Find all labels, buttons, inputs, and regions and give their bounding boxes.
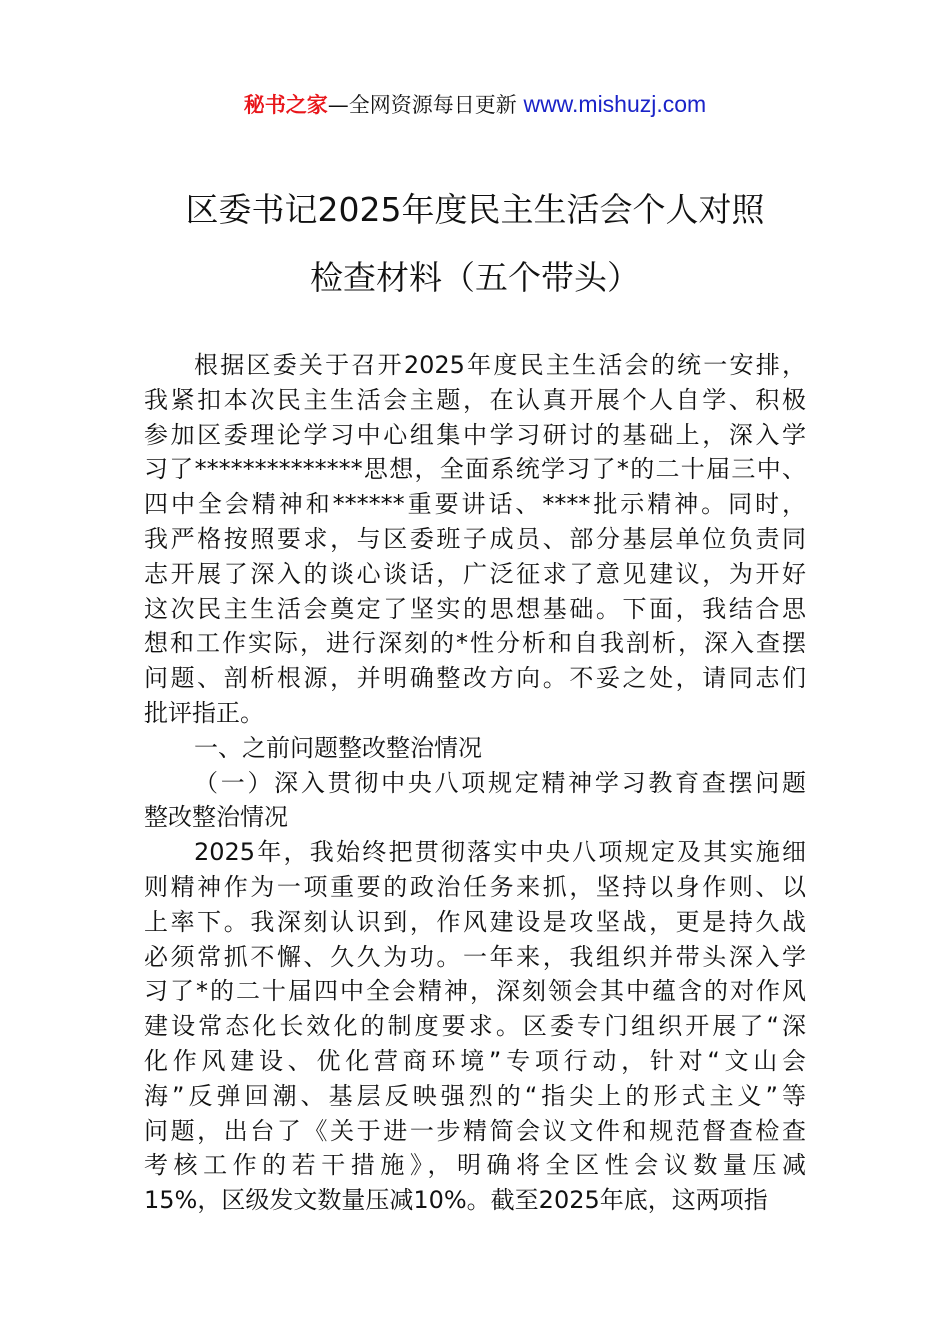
- text-line: 参加区委理论学习中心组集中学习研讨的基础上，深入学: [144, 420, 806, 449]
- text-line: 建设常态化长效化的制度要求。区委专门组织开展了“深: [144, 1012, 806, 1041]
- text-line: 我严格按照要求，与区委班子成员、部分基层单位负责同: [144, 524, 806, 553]
- text-line: 一、之前问题整改整治情况: [194, 733, 482, 762]
- text-line: 2025年，我始终把贯彻落实中央八项规定及其实施细: [194, 838, 806, 867]
- text-line: 整改整治情况: [144, 803, 288, 832]
- text-line: 15%，区级发文数量压减10%。截至2025年底，这两项指: [144, 1186, 768, 1215]
- text-line: 四中全会精神和******重要讲话、****批示精神。同时，: [144, 490, 806, 519]
- text-line: 考核工作的若干措施》，明确将全区性会议数量压减: [144, 1151, 806, 1180]
- paragraph: [144, 348, 806, 731]
- text-line: 我紧扣本次民主生活会主题，在认真开展个人自学、积极: [144, 385, 806, 414]
- paragraph: [144, 731, 806, 766]
- text-line: 问题、剖析根源，并明确整改方向。不妥之处，请同志们: [144, 664, 806, 693]
- paragraph: [144, 835, 806, 1218]
- site-url-link[interactable]: www.mishuzj.com: [523, 91, 707, 117]
- text-line: 化作风建设、优化营商环境”专项行动，针对“文山会: [144, 1046, 806, 1075]
- brand-logo-text: 秘书之家: [243, 93, 328, 117]
- site-header: [0, 88, 950, 121]
- text-line: 这次民主生活会奠定了坚实的思想基础。下面，我结合思: [144, 594, 806, 623]
- document-title-line-1: 区委书记2025年度民主生活会个人对照: [185, 190, 765, 229]
- text-line: 根据区委关于召开2025年度民主生活会的统一安排，: [194, 351, 806, 379]
- text-line: 习了*的二十届四中全会精神，深刻领会其中蕴含的对作风: [144, 977, 806, 1006]
- text-line: 问题，出台了《关于进一步精简会议文件和规范督查检查: [144, 1116, 806, 1145]
- document-title-line-2: 检查材料（五个带头）: [310, 258, 640, 297]
- text-line: 志开展了深入的谈心谈话，广泛征求了意见建议，为开好: [144, 559, 806, 588]
- text-line: 上率下。我深刻认识到，作风建设是攻坚战，更是持久战: [144, 907, 806, 936]
- text-line: （一）深入贯彻中央八项规定精神学习教育查摆问题: [194, 768, 806, 797]
- text-line: 想和工作实际，进行深刻的*性分析和自我剖析，深入查摆: [144, 629, 806, 658]
- document-body: [144, 348, 806, 1218]
- text-line: 海”反弹回潮、基层反映强烈的“指尖上的形式主义”等: [144, 1081, 806, 1110]
- text-line: 批评指正。: [144, 698, 264, 727]
- paragraph: [144, 766, 806, 836]
- text-line: 则精神作为一项重要的政治任务来抓，坚持以身作则、以: [144, 872, 806, 901]
- text-line: 习了**************思想，全面系统学习了*的二十届三中、: [144, 455, 806, 484]
- text-line: 必须常抓不懈、久久为功。一年来，我组织并带头深入学: [144, 942, 806, 971]
- header-slogan: —全网资源每日更新: [327, 93, 517, 117]
